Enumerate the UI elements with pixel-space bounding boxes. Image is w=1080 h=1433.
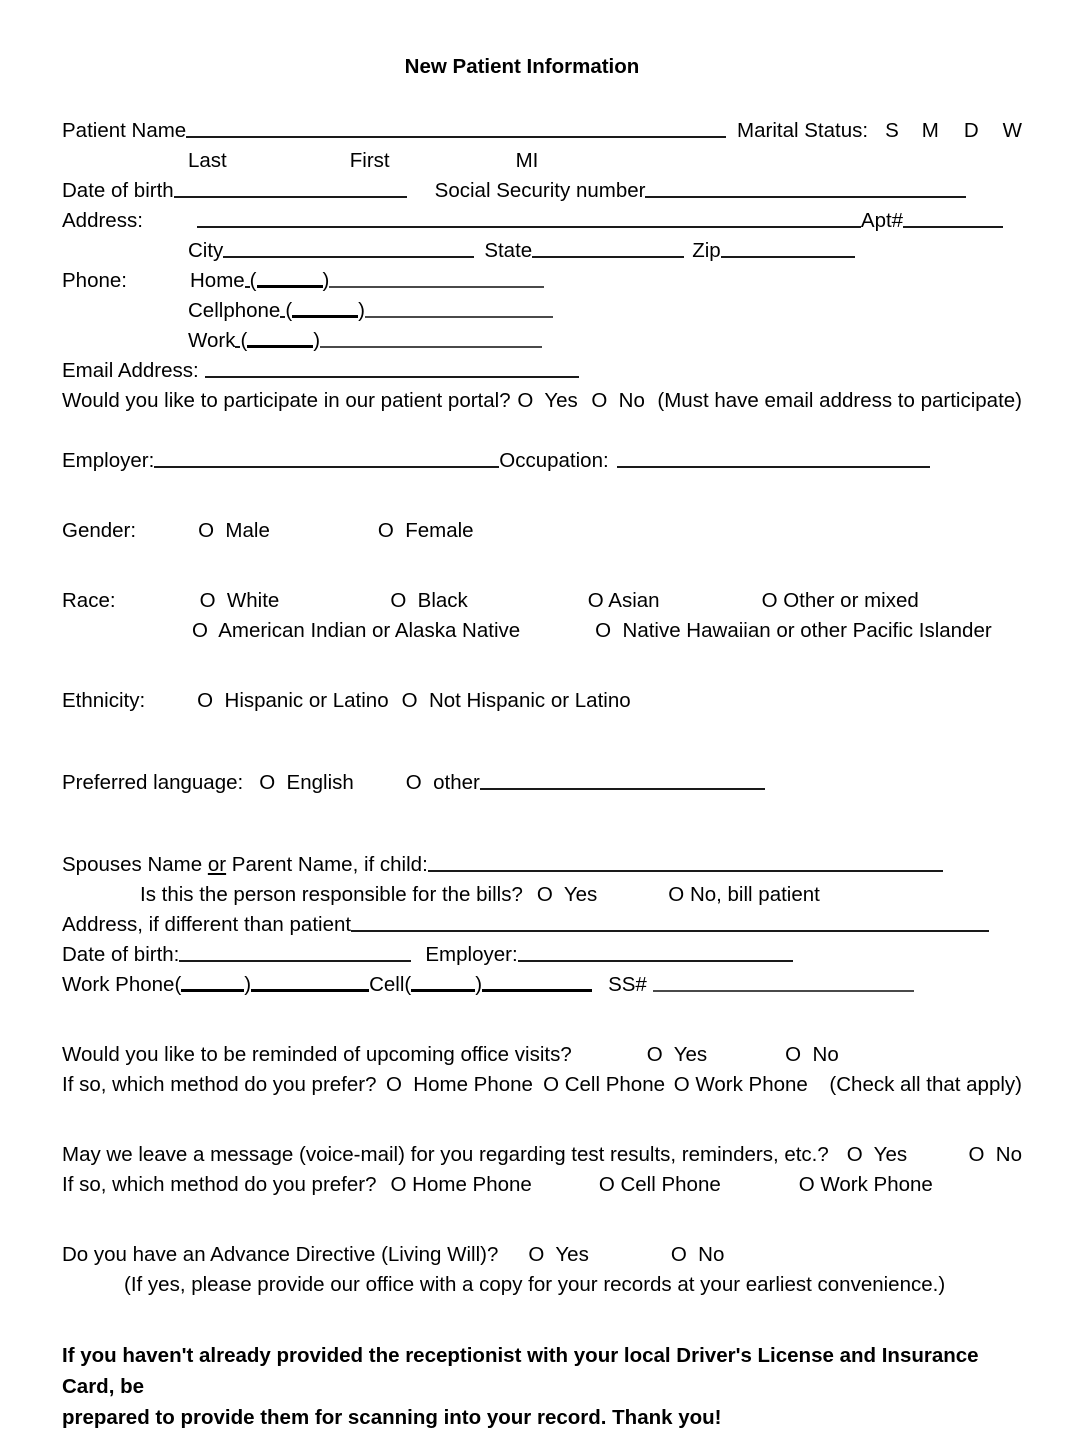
- alt-cell-label: Cell: [369, 973, 405, 996]
- address-label: Address:: [62, 209, 143, 232]
- work-prefix-line: [235, 331, 240, 348]
- reminder-question: Would you like to be reminded of upcoming office visits?: [62, 1043, 572, 1066]
- bills-question: Is this the person responsible for the bills?: [140, 883, 523, 906]
- language-label: Preferred language:: [62, 771, 244, 794]
- home-prefix-line: [245, 271, 250, 288]
- alt-address-label: Address, if different than patient: [62, 913, 352, 936]
- zip-field[interactable]: [721, 241, 855, 258]
- alt-cell-area-close: ): [475, 973, 483, 996]
- occupation-field[interactable]: [617, 451, 930, 468]
- portal-yes-option[interactable]: O Yes: [517, 389, 578, 412]
- cellphone-label: Cellphone: [188, 299, 281, 322]
- patient-name-row: [62, 116, 1022, 146]
- email-label: Email Address:: [62, 359, 199, 382]
- reminder-row: [62, 1040, 1022, 1070]
- language-row: [62, 768, 1022, 798]
- bills-no-option[interactable]: O No, bill patient: [668, 883, 820, 906]
- email-row: [62, 356, 1022, 386]
- footer-line-2: prepared to provide them for scanning into your record. Thank you!: [62, 1406, 722, 1429]
- spouse-label-prefix: Spouses Name: [62, 853, 208, 876]
- voicemail-no-option[interactable]: O No: [968, 1143, 1022, 1166]
- home-number-field[interactable]: [329, 271, 544, 288]
- voicemail-yes-option[interactable]: O Yes: [846, 1143, 908, 1166]
- portal-question: Would you like to participate in our patient portal?: [62, 389, 511, 412]
- alt-address-field[interactable]: [351, 915, 989, 932]
- home-area-open: (: [249, 269, 257, 292]
- voicemail-row: [62, 1140, 1022, 1170]
- page-title: New Patient Information: [404, 55, 640, 78]
- work-number-field[interactable]: [320, 331, 542, 348]
- marital-status-label: [726, 116, 737, 146]
- gender-option-male[interactable]: O Male: [198, 519, 270, 542]
- spouse-label-or: or: [207, 853, 227, 876]
- occupation-label: Occupation:: [499, 449, 609, 472]
- alt-address-row: [62, 910, 1022, 940]
- alt-cell-area-open: (: [404, 973, 412, 996]
- alt-employer-label: Employer:: [425, 943, 518, 966]
- work-area-open: (: [240, 329, 248, 352]
- reminder-method-work[interactable]: O Work Phone: [673, 1073, 808, 1096]
- reminder-no-option[interactable]: O No: [785, 1043, 839, 1066]
- race-option-white[interactable]: O White: [199, 589, 280, 612]
- spouse-parent-row: [62, 850, 1022, 880]
- advance-directive-note-row: [62, 1270, 1022, 1300]
- alt-work-area-field[interactable]: [181, 974, 244, 992]
- alt-work-phone-label: Work Phone: [62, 973, 175, 996]
- advance-directive-yes-option[interactable]: O Yes: [528, 1243, 589, 1266]
- cell-prefix-line: [280, 301, 285, 318]
- work-phone-label: Work: [188, 329, 236, 352]
- address-field[interactable]: [197, 211, 861, 228]
- ethnicity-option-not-hispanic[interactable]: O Not Hispanic or Latino: [401, 689, 631, 712]
- ethnicity-label: Ethnicity:: [62, 689, 146, 712]
- state-field[interactable]: [532, 241, 684, 258]
- alt-work-area-open: (: [174, 973, 182, 996]
- gender-label: Gender:: [62, 519, 137, 542]
- bills-yes-option[interactable]: O Yes: [536, 883, 598, 906]
- voicemail-question: May we leave a message (voice-mail) for you regarding test results, reminders, etc.?: [62, 1143, 829, 1166]
- cell-area-field[interactable]: [292, 300, 358, 318]
- alt-ss-field[interactable]: [653, 975, 914, 992]
- marital-option-m[interactable]: M: [921, 119, 939, 142]
- ethnicity-option-hispanic[interactable]: O Hispanic or Latino: [197, 689, 389, 712]
- form-body: [62, 52, 1022, 1433]
- phone-cell-row: [62, 296, 1022, 326]
- city-field[interactable]: [223, 241, 474, 258]
- dob-label: Date of birth: [62, 179, 174, 202]
- advance-directive-row: [62, 1240, 1022, 1270]
- bills-row: [62, 880, 1022, 910]
- employer-occupation-row: [62, 446, 1022, 476]
- voicemail-method-home[interactable]: O Home Phone: [390, 1173, 532, 1196]
- advance-directive-no-option[interactable]: O No: [670, 1243, 725, 1266]
- alt-dob-label: Date of birth:: [62, 943, 180, 966]
- apt-label: Apt#: [860, 209, 904, 232]
- alt-phones-row: [62, 970, 1022, 1000]
- language-option-other[interactable]: O other: [405, 771, 480, 794]
- phone-label: Phone:: [62, 269, 127, 292]
- reminder-method-question: If so, which method do you prefer?: [62, 1073, 377, 1096]
- employer-field[interactable]: [154, 451, 499, 468]
- marital-option-d[interactable]: D: [963, 119, 979, 142]
- alt-work-number-field[interactable]: [251, 974, 369, 992]
- email-field[interactable]: [205, 361, 579, 378]
- portal-no-option[interactable]: O No: [591, 389, 645, 412]
- ssn-label: Social Security number: [434, 179, 646, 202]
- marital-option-s[interactable]: S: [885, 119, 899, 142]
- alt-dob-field[interactable]: [179, 945, 411, 962]
- race-option-asian[interactable]: O Asian: [587, 589, 660, 612]
- dob-field[interactable]: [174, 181, 407, 198]
- alt-cell-number-field[interactable]: [482, 974, 592, 992]
- patient-name-field[interactable]: [186, 121, 725, 138]
- employer-label: Employer:: [62, 449, 155, 472]
- spouse-name-field[interactable]: [428, 855, 943, 872]
- voicemail-method-cell[interactable]: O Cell Phone: [598, 1173, 721, 1196]
- spouse-label-suffix: Parent Name, if child:: [226, 853, 428, 876]
- city-label: City: [188, 239, 224, 262]
- name-sublabels-row: [62, 146, 1022, 176]
- reminder-check-note: (Check all that apply): [829, 1073, 1022, 1096]
- home-phone-label: Home: [189, 269, 245, 292]
- state-label: State: [484, 239, 533, 262]
- phone-home-row: [62, 266, 1022, 296]
- marital-option-w[interactable]: W: [1002, 119, 1022, 142]
- advance-directive-question: Do you have an Advance Directive (Living Will)?: [62, 1243, 499, 1266]
- label-first: First: [349, 149, 390, 172]
- address-row: [62, 206, 1022, 236]
- race-option-native-hawaiian[interactable]: O Native Hawaiian or other Pacific Islander: [595, 619, 992, 642]
- portal-note: (Must have email address to participate): [657, 389, 1022, 412]
- phone-work-row: [62, 326, 1022, 356]
- race-option-american-indian[interactable]: O American Indian or Alaska Native: [192, 619, 521, 642]
- alt-employer-field[interactable]: [518, 945, 793, 962]
- ssn-field[interactable]: [645, 181, 966, 198]
- work-area-close: ): [313, 329, 321, 352]
- dob-ssn-row: [62, 176, 1022, 206]
- zip-label: Zip: [692, 239, 721, 262]
- reminder-method-row: [62, 1070, 1022, 1100]
- patient-name-label: Patient Name: [62, 119, 187, 142]
- reminder-yes-option[interactable]: O Yes: [646, 1043, 708, 1066]
- cell-number-field[interactable]: [365, 301, 553, 318]
- cell-area-close: ): [358, 299, 365, 322]
- voicemail-method-row: [62, 1170, 1022, 1200]
- gender-row: [62, 516, 1022, 546]
- race-option-other[interactable]: O Other or mixed: [761, 589, 919, 612]
- race-option-black[interactable]: O Black: [390, 589, 468, 612]
- ethnicity-row: [62, 686, 1022, 716]
- city-state-zip-row: [62, 236, 1022, 266]
- race-row-1: [62, 586, 1022, 616]
- voicemail-method-question: If so, which method do you prefer?: [62, 1173, 377, 1196]
- voicemail-method-work[interactable]: O Work Phone: [798, 1173, 933, 1196]
- home-area-field[interactable]: [257, 270, 323, 288]
- label-last: Last: [188, 149, 227, 172]
- advance-directive-note: (If yes, please provide our office with a copy for your records at your earliest convenience.): [124, 1273, 946, 1296]
- label-mi: MI: [515, 149, 539, 172]
- footer-notice: [62, 1340, 1022, 1433]
- language-option-english[interactable]: O English: [259, 771, 354, 794]
- apt-field[interactable]: [903, 211, 1003, 228]
- language-other-field[interactable]: [480, 773, 765, 790]
- home-area-close: ): [322, 269, 330, 292]
- reminder-method-cell[interactable]: O Cell Phone: [543, 1073, 665, 1096]
- alt-cell-area-field[interactable]: [411, 974, 475, 992]
- alt-ss-label: SS#: [608, 973, 647, 996]
- reminder-method-home[interactable]: O Home Phone: [385, 1073, 533, 1096]
- alt-work-area-close: ): [244, 973, 252, 996]
- alt-dob-employer-row: [62, 940, 1022, 970]
- work-area-field[interactable]: [247, 330, 313, 348]
- portal-row: [62, 386, 1022, 416]
- gender-option-female[interactable]: O Female: [377, 519, 474, 542]
- cell-area-open: (: [285, 299, 293, 322]
- footer-line-1: If you haven't already provided the receptionist with your local Driver's License and Insurance Card, be: [62, 1344, 979, 1398]
- race-row-2: [62, 616, 1022, 646]
- marital-status-text: Marital Status:: [737, 119, 869, 142]
- race-label: Race:: [62, 589, 116, 612]
